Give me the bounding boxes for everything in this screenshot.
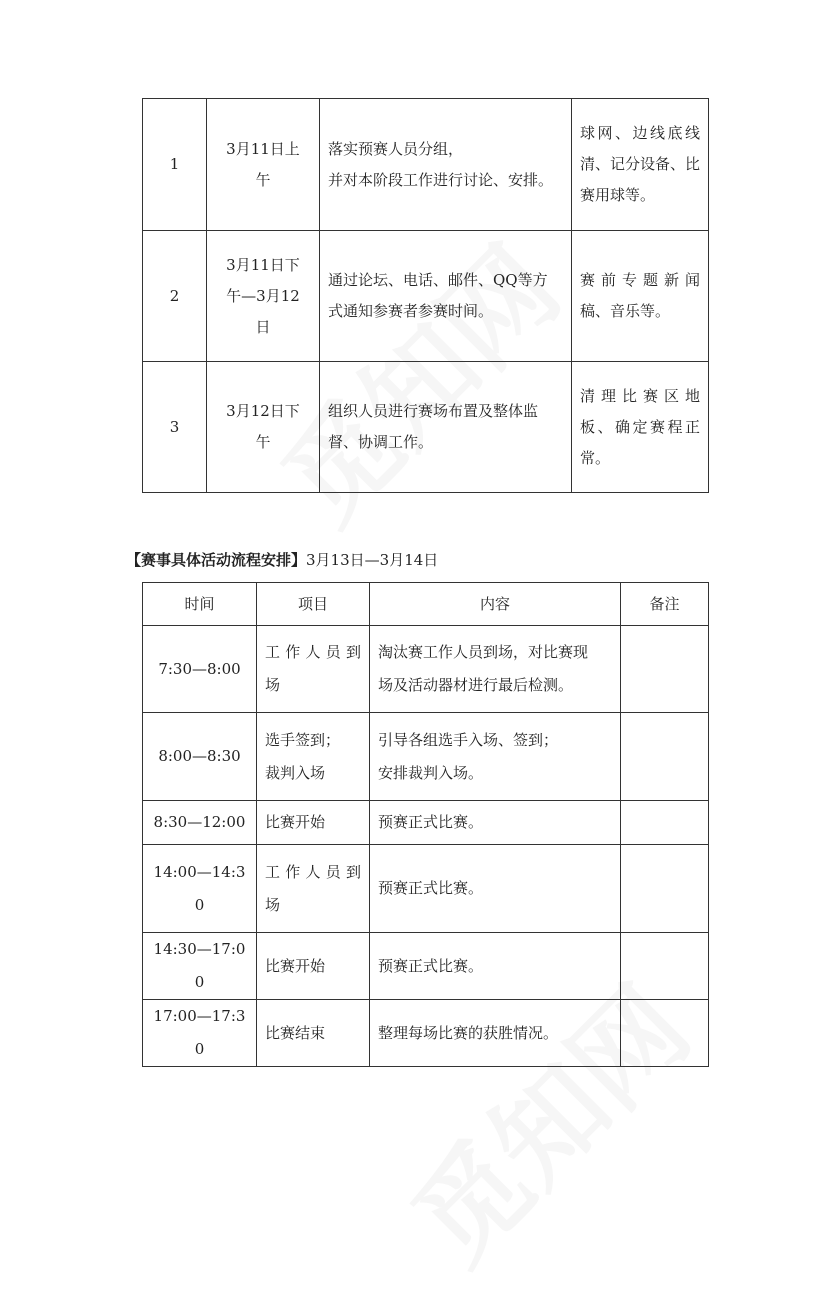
row-number: 3 (143, 362, 207, 493)
note-cell (621, 626, 709, 713)
item-line: 比赛开始 (265, 813, 326, 831)
schedule-heading-title: 【赛事具体活动流程安排】 (126, 551, 307, 569)
table-row (143, 933, 709, 1000)
note-cell (621, 1000, 709, 1067)
content-line: 式通知参赛者参赛时间。 (328, 302, 494, 320)
item-line: 工作人员到 (265, 862, 361, 881)
time-cell: 8:00—8:30 (143, 713, 257, 801)
content-line: 淘汰赛工作人员到场，对比赛现 (378, 643, 589, 661)
table-row (143, 626, 709, 713)
time-cell: 17:00—17:30 (143, 1000, 257, 1067)
schedule-heading (126, 548, 438, 572)
item-line: 比赛开始 (265, 956, 326, 975)
item-cell (257, 845, 370, 933)
content-cell (370, 845, 621, 933)
time-line: 3月12日下 (226, 402, 300, 420)
item-cell (257, 933, 370, 1000)
time-cell: 14:30—17:00 (143, 933, 257, 1000)
column-header: 备注 (621, 583, 709, 626)
content-cell (320, 362, 572, 493)
content-line: 整理每场比赛的获胜情况。 (378, 1023, 559, 1042)
time-cell: 7:30—8:00 (143, 626, 257, 713)
item-line: 场 (265, 676, 281, 694)
item-line: 比赛结束 (265, 1023, 326, 1042)
item-line: 场 (265, 895, 281, 914)
item-cell (257, 713, 370, 801)
content-line: 预赛正式比赛。 (378, 956, 484, 975)
content-cell (370, 626, 621, 713)
note-cell (572, 362, 709, 493)
time-line: 3月11日下 (226, 255, 300, 274)
content-cell (370, 713, 621, 801)
note-cell (572, 231, 709, 362)
table-row (143, 99, 709, 231)
content-cell (370, 1000, 621, 1067)
table-row (143, 362, 709, 493)
time-cell: 14:00—14:30 (143, 845, 257, 933)
content-line: 安排裁判入场。 (378, 763, 484, 782)
table-row (143, 713, 709, 801)
content-line: 场及活动器材进行最后检测。 (378, 676, 574, 694)
content-line: 督、协调工作。 (328, 433, 434, 451)
note-line: 赛用球等。 (580, 186, 656, 204)
item-cell (257, 626, 370, 713)
time-line: 日 (255, 317, 271, 336)
time-cell (207, 99, 320, 231)
table-row (143, 845, 709, 933)
table-row (143, 231, 709, 362)
note-cell (572, 99, 709, 231)
content-cell (370, 933, 621, 1000)
note-line: 赛前专题新闻 (580, 271, 700, 289)
content-cell (320, 231, 572, 362)
content-line: 引导各组选手入场、签到； (378, 730, 559, 749)
note-line: 清理比赛区地 (580, 386, 700, 405)
content-line: 组织人员进行赛场布置及整体监 (328, 402, 539, 420)
item-cell (257, 1000, 370, 1067)
item-line: 选手签到； (265, 730, 341, 749)
column-header: 项目 (257, 583, 370, 626)
content-line: 预赛正式比赛。 (378, 879, 484, 897)
time-cell (207, 231, 320, 362)
schedule-table (142, 582, 709, 1067)
note-line: 清、记分设备、比 (580, 155, 701, 173)
column-header: 时间 (143, 583, 257, 626)
top-arrangement-table (142, 98, 709, 493)
table-row (143, 801, 709, 845)
item-line: 裁判入场 (265, 763, 326, 782)
content-line: 并对本阶段工作进行讨论、安排。 (328, 170, 554, 189)
note-line: 板、确定赛程正 (580, 417, 700, 436)
content-cell (320, 99, 572, 231)
time-line: 3月11日上 (226, 139, 300, 158)
time-cell (207, 362, 320, 493)
item-cell (257, 801, 370, 845)
note-line: 常。 (580, 448, 611, 467)
table-header-row (143, 583, 709, 626)
content-line: 落实预赛人员分组， (328, 139, 464, 158)
time-line: 午 (255, 433, 271, 451)
row-number: 1 (143, 99, 207, 231)
table-row (143, 1000, 709, 1067)
note-cell (621, 933, 709, 1000)
schedule-heading-dates: 3月13日—3月14日 (306, 551, 439, 569)
note-line: 球网、边线底线 (580, 124, 700, 142)
time-line: 午—3月12 (226, 286, 300, 305)
column-header: 内容 (370, 583, 621, 626)
note-cell (621, 801, 709, 845)
note-cell (621, 713, 709, 801)
content-line: 通过论坛、电话、邮件、QQ等方 (328, 271, 548, 289)
content-cell (370, 801, 621, 845)
content-line: 预赛正式比赛。 (378, 813, 484, 831)
time-line: 午 (255, 170, 271, 189)
note-line: 稿、音乐等。 (580, 302, 671, 320)
time-cell: 8:30—12:00 (143, 801, 257, 845)
item-line: 工作人员到 (265, 643, 361, 661)
row-number: 2 (143, 231, 207, 362)
note-cell (621, 845, 709, 933)
